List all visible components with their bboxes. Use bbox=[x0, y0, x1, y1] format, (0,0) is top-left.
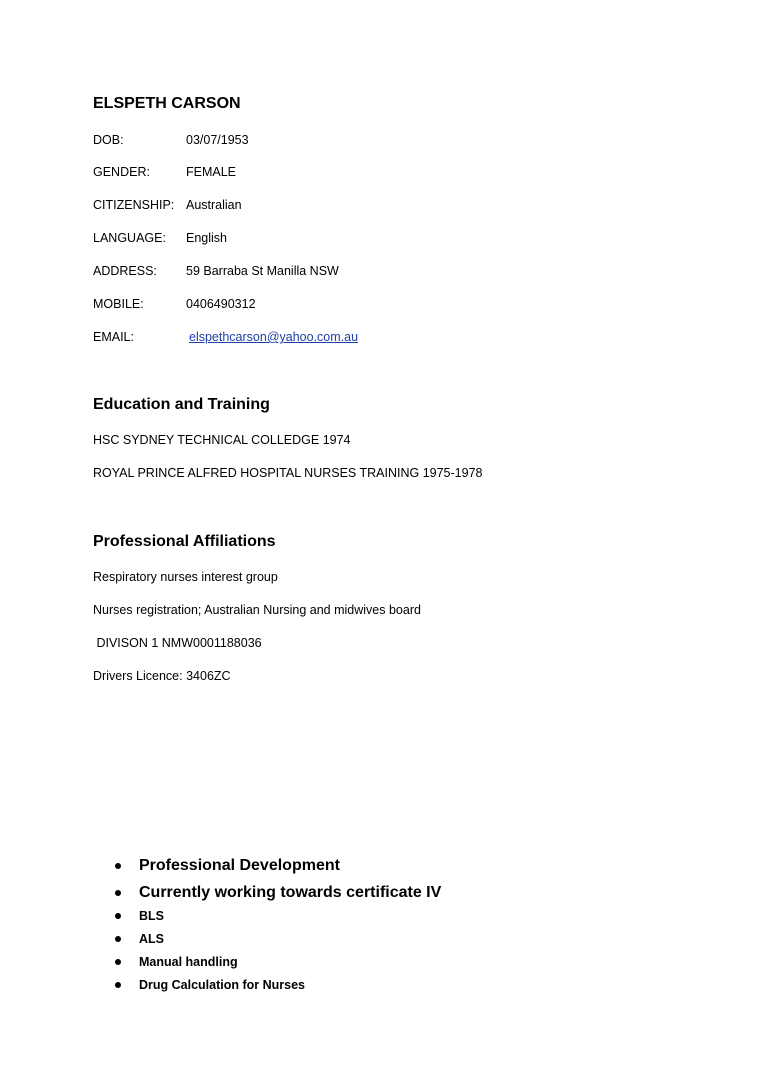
address-label: ADDRESS: bbox=[93, 264, 157, 278]
list-item bbox=[113, 855, 441, 882]
bullet-icon bbox=[115, 863, 121, 869]
affiliation-item: Nurses registration; Australian Nursing and midwives board bbox=[93, 603, 421, 617]
address-value: 59 Barraba St Manilla NSW bbox=[186, 264, 339, 278]
mobile-value: 0406490312 bbox=[186, 297, 256, 311]
development-item: ALS bbox=[139, 932, 164, 946]
list-item bbox=[113, 930, 441, 953]
development-item: BLS bbox=[139, 909, 164, 923]
development-item: Drug Calculation for Nurses bbox=[139, 978, 305, 992]
bullet-icon bbox=[115, 936, 121, 942]
list-item bbox=[113, 953, 441, 976]
affiliation-item: DIVISON 1 NMW0001188036 bbox=[93, 636, 262, 650]
development-heading: Professional Development bbox=[139, 857, 340, 874]
citizenship-label: CITIZENSHIP: bbox=[93, 198, 175, 212]
dob-value: 03/07/1953 bbox=[186, 133, 249, 147]
email-link[interactable]: elspethcarson@yahoo.com.au bbox=[189, 330, 359, 344]
affiliations-heading: Professional Affiliations bbox=[93, 533, 276, 550]
development-item: Currently working towards certificate IV bbox=[139, 884, 442, 901]
development-list bbox=[113, 855, 441, 999]
language-value: English bbox=[186, 231, 227, 245]
citizenship-value: Australian bbox=[186, 198, 242, 212]
dob-label: DOB: bbox=[93, 133, 124, 147]
bullet-icon bbox=[115, 959, 121, 965]
drivers-licence: Drivers Licence: 3406ZC bbox=[93, 669, 231, 683]
bullet-icon bbox=[115, 890, 121, 896]
development-item: Manual handling bbox=[139, 955, 238, 969]
affiliation-item: Respiratory nurses interest group bbox=[93, 570, 278, 584]
gender-value: FEMALE bbox=[186, 165, 237, 179]
bullet-icon bbox=[115, 913, 121, 919]
bullet-icon bbox=[115, 982, 121, 988]
education-item: HSC SYDNEY TECHNICAL COLLEDGE 1974 bbox=[93, 433, 351, 447]
list-item bbox=[113, 907, 441, 930]
list-item bbox=[113, 882, 441, 907]
applicant-name: ELSPETH CARSON bbox=[93, 95, 241, 112]
mobile-label: MOBILE: bbox=[93, 297, 144, 311]
email-label: EMAIL: bbox=[93, 330, 134, 344]
language-label: LANGUAGE: bbox=[93, 231, 166, 245]
education-item: ROYAL PRINCE ALFRED HOSPITAL NURSES TRAINING 1975-1978 bbox=[93, 466, 483, 480]
gender-label: GENDER: bbox=[93, 165, 150, 179]
education-heading: Education and Training bbox=[93, 396, 270, 413]
list-item bbox=[113, 976, 441, 999]
